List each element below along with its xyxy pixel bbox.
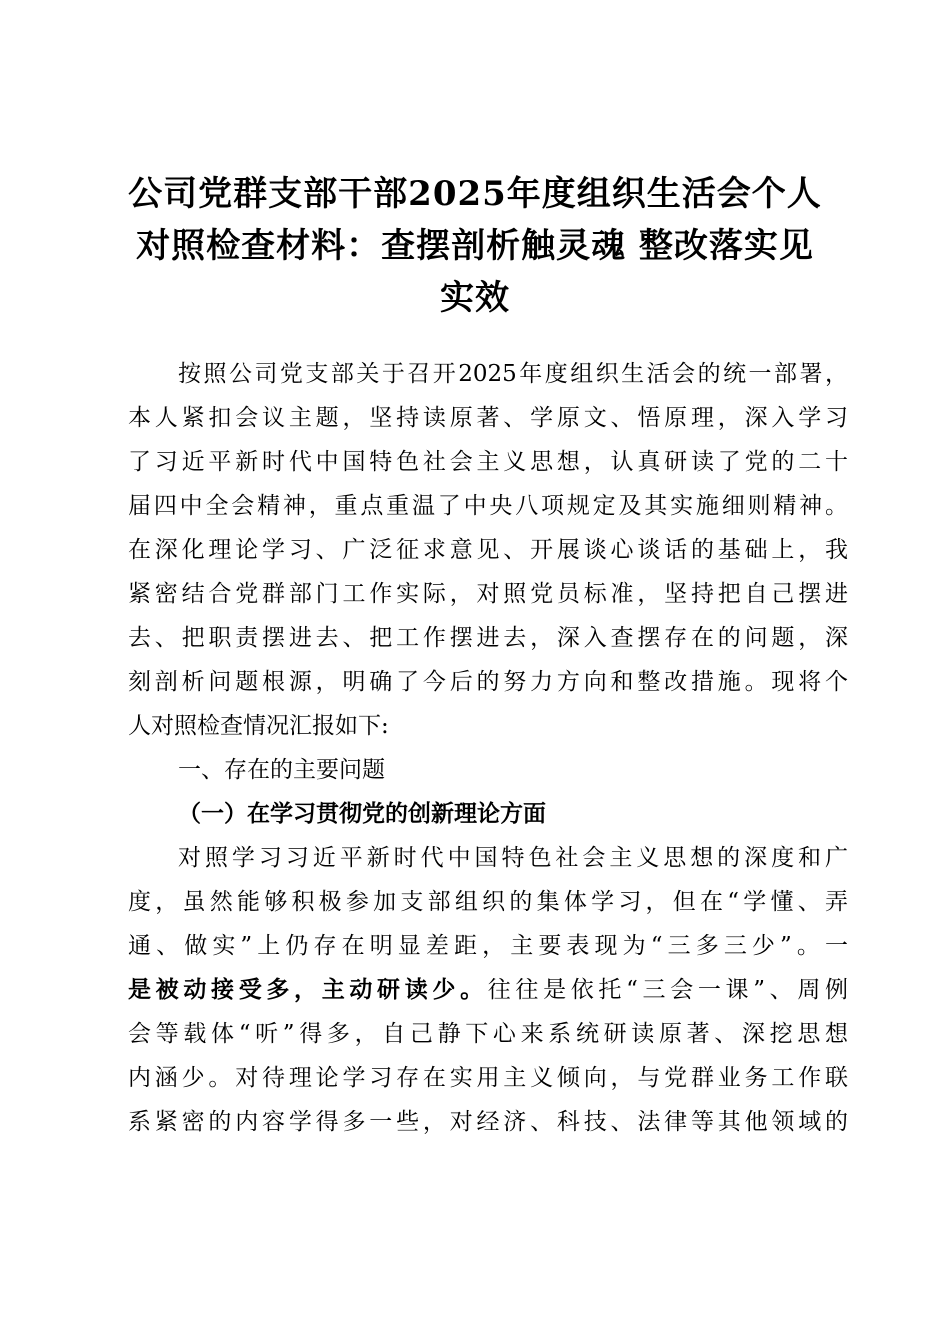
intro-paragraph xyxy=(128,352,848,748)
paragraph-line: 系紧密的内容学得多一些，对经济、科技、法律等其他领域的 xyxy=(128,1109,848,1135)
intro-line: 在深化理论学习、广泛征求意见、开展谈心谈话的基础上，我 xyxy=(128,537,848,563)
paragraph-line: 度，虽然能够积极参加支部组织的集体学习，但在“学懂、弄 xyxy=(128,889,848,915)
intro-line: 刻剖析问题根源，明确了今后的努力方向和整改措施。现将个 xyxy=(128,669,848,695)
bold-lead-text: 是被动接受多，主动研读少。 xyxy=(128,977,488,1003)
intro-line: 人对照检查情况汇报如下: xyxy=(128,713,389,739)
title-line-1: 公司党群支部干部2025年度组织生活会个人 xyxy=(128,174,822,214)
section-heading: 一、存在的主要问题 xyxy=(178,757,385,783)
subsection-heading: （一）在学习贯彻党的创新理论方面 xyxy=(178,800,546,827)
body-paragraph xyxy=(128,836,848,1144)
intro-line: 本人紧扣会议主题，坚持读原著、学原文、悟原理，深入学习 xyxy=(128,405,848,431)
paragraph-line: 内涵少。对待理论学习存在实用主义倾向，与党群业务工作联 xyxy=(128,1065,848,1091)
document-body xyxy=(128,352,848,1144)
intro-line: 届四中全会精神，重点重温了中央八项规定及其实施细则精神。 xyxy=(128,493,848,519)
title-line-2: 对照检查材料：查摆剖析触灵魂 整改落实见 xyxy=(136,226,814,266)
title-line-3: 实效 xyxy=(440,278,510,318)
intro-line: 了习近平新时代中国特色社会主义思想，认真研读了党的二十 xyxy=(128,449,848,475)
paragraph-line: 会等载体“听”得多，自己静下心来系统研读原著、深挖思想 xyxy=(128,1021,848,1047)
paragraph-text: 往往是依托“三会一课”、周例 xyxy=(487,977,848,1003)
paragraph-line: 对照学习习近平新时代中国特色社会主义思想的深度和广 xyxy=(178,845,848,871)
document-title xyxy=(110,168,840,324)
paragraph-line xyxy=(128,968,848,1012)
intro-line: 按照公司党支部关于召开2025年度组织生活会的统一部署， xyxy=(178,361,848,387)
intro-line: 紧密结合党群部门工作实际，对照党员标准，坚持把自己摆进 xyxy=(128,581,848,607)
intro-line: 去、把职责摆进去、把工作摆进去，深入查摆存在的问题，深 xyxy=(128,625,848,651)
paragraph-line: 通、做实”上仍存在明显差距，主要表现为“三多三少”。一 xyxy=(128,933,848,959)
